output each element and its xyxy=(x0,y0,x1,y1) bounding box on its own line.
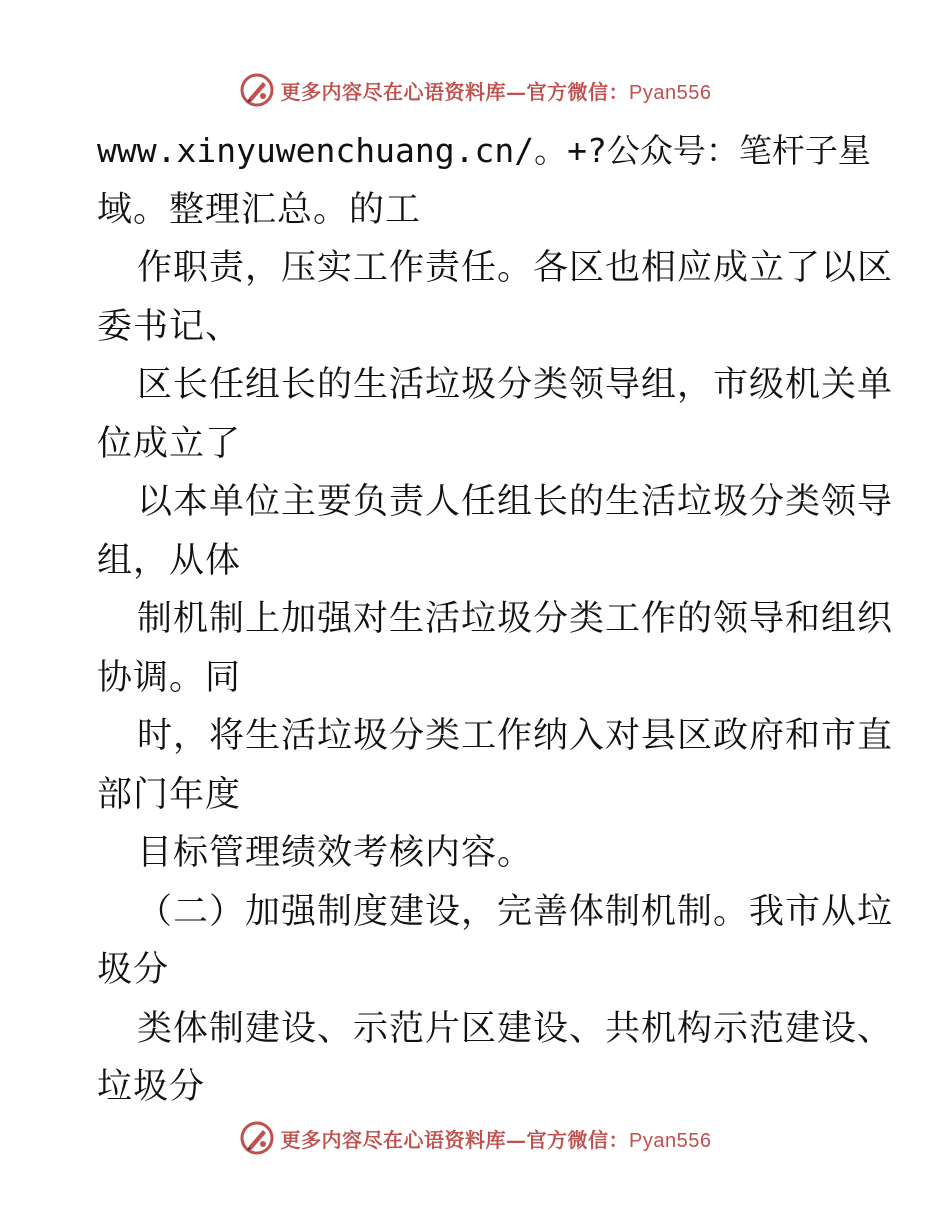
pen-logo-icon xyxy=(239,1120,275,1156)
text-line-14: （二）加强制度建设，完善体制机制。我市从垃 xyxy=(137,891,894,932)
text-line-4: 委书记、 xyxy=(97,306,242,347)
text-line-13: 目标管理绩效考核内容。 xyxy=(137,833,534,873)
text-line-9: 制机制上加强对生活垃圾分类工作的领导和组织 xyxy=(137,599,894,639)
footer-banner-id: Pyan556 xyxy=(629,1129,712,1152)
text-line-15: 圾分 xyxy=(97,950,170,990)
header-banner xyxy=(281,76,712,105)
page-footer xyxy=(0,1118,950,1158)
text-line-3: 作职责，压实工作责任。各区也相应成立了以区 xyxy=(137,248,894,288)
pen-logo-icon xyxy=(239,72,275,108)
document-body xyxy=(97,122,894,1117)
page-header xyxy=(0,70,950,110)
text-line-12: 部门年度 xyxy=(97,774,242,815)
header-banner-id: Pyan556 xyxy=(629,81,712,104)
header-banner-cn: 更多内容尽在心语资料库—官方微信： xyxy=(280,79,630,104)
footer-banner xyxy=(281,1124,712,1153)
footer-banner-cn: 更多内容尽在心语资料库—官方微信： xyxy=(280,1127,630,1152)
text-line-10: 协调。同 xyxy=(97,657,242,698)
text-line-8: 组，从体 xyxy=(97,540,242,581)
text-line-5: 区长任组长的生活垃圾分类领导组，市级机关单 xyxy=(137,365,894,405)
text-line-1: www.xinyuwenchuang.cn/。+?公众号：笔杆子星 xyxy=(97,131,871,170)
text-line-7: 以本单位主要负责人任组长的生活垃圾分类领导 xyxy=(137,482,894,522)
text-line-2: 域。整理汇总。的工 xyxy=(97,189,422,230)
text-line-6: 位成立了 xyxy=(97,423,242,464)
text-line-17: 垃圾分 xyxy=(97,1067,206,1107)
text-line-11: 时，将生活垃圾分类工作纳入对县区政府和市直 xyxy=(137,716,894,756)
text-line-16: 类体制建设、示范片区建设、共机构示范建设、 xyxy=(137,1008,894,1049)
